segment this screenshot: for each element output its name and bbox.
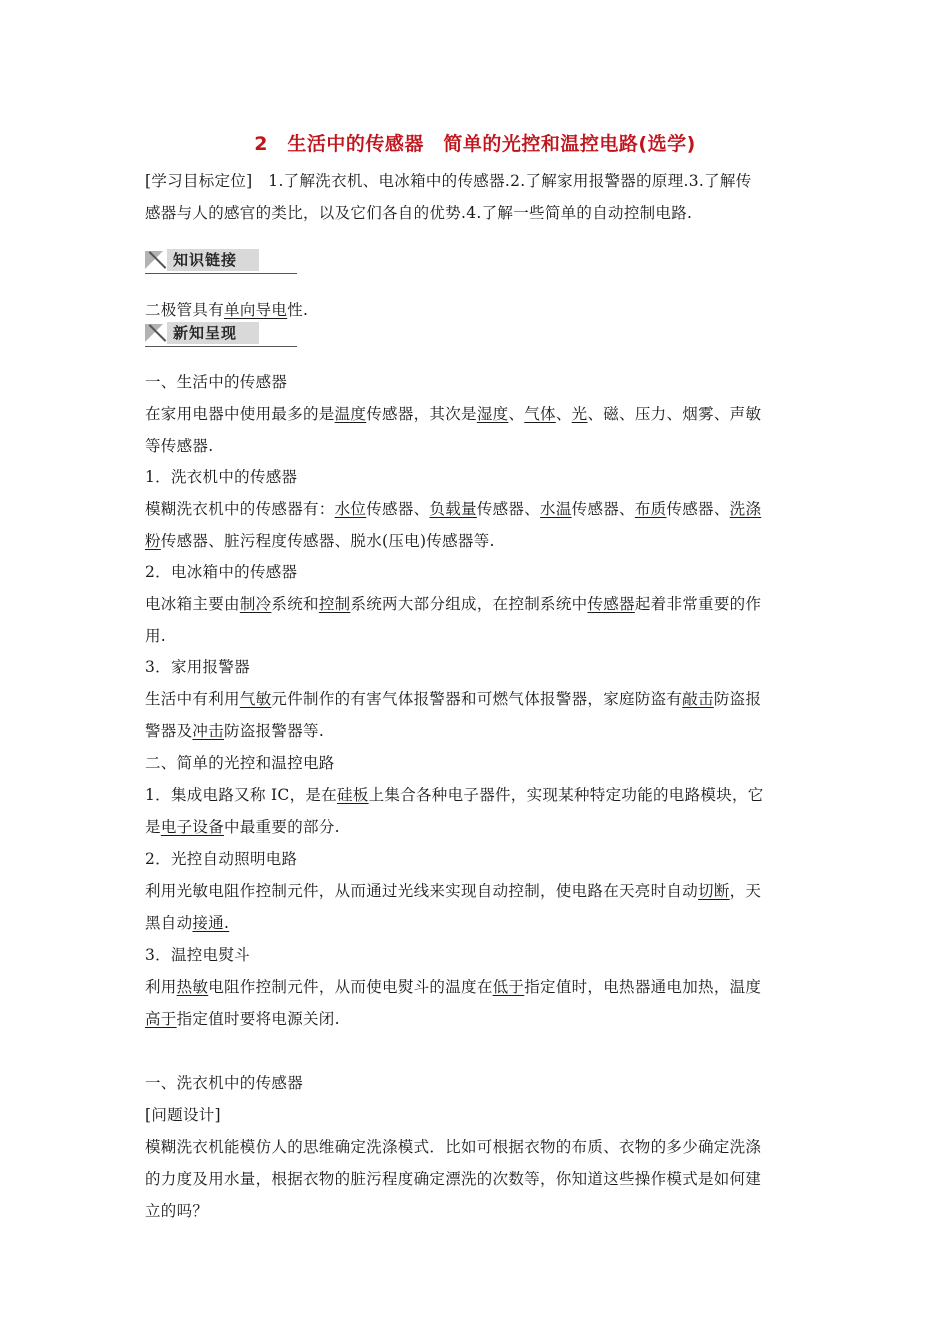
blank-answer: 高于 <box>145 1010 177 1028</box>
explore-heading: 一、洗衣机中的传感器 <box>145 1074 304 1092</box>
section-heading-2: 二、简单的光控和温控电路 <box>145 754 335 772</box>
paragraph-light-control: 利用光敏电阻作控制元件，从而通过光线来实现自动控制，使电路在天亮时自动切断，天 <box>145 882 762 900</box>
blank-answer: 布质 <box>634 500 667 518</box>
blank-answer: 切断 <box>698 882 730 900</box>
section-heading-1: 一、生活中的传感器 <box>145 373 288 391</box>
blank-answer: 硅板 <box>336 786 369 804</box>
paragraph-iron-2: 高于指定值时要将电源关闭. <box>145 1010 340 1028</box>
paragraph-alarm-2: 警器及冲击防盗报警器等. <box>145 722 325 740</box>
blank-answer: 温度 <box>334 405 367 423</box>
lesson-title: 2 生活中的传感器 简单的光控和温控电路(选学) <box>254 133 696 155</box>
paragraph-ic-2: 是电子设备中最重要的部分. <box>145 818 340 836</box>
learning-objectives-line-2: 感器与人的感官的类比，以及它们各自的优势.4.了解一些简单的自动控制电路. <box>145 204 693 222</box>
blank-answer: 粉 <box>145 532 161 550</box>
subheading-light-control: 2．光控自动照明电路 <box>145 850 298 868</box>
blank-answer: 负载量 <box>429 500 477 518</box>
banner-triangle-icon <box>145 324 163 342</box>
paragraph-sensors-household: 在家用电器中使用最多的是温度传感器，其次是湿度、气体、光、磁、压力、烟雾、声敏 <box>145 405 762 423</box>
subheading-fridge: 2．电冰箱中的传感器 <box>145 563 298 581</box>
blank-answer: 单向导电 <box>224 301 288 319</box>
question-line-1: 模糊洗衣机能模仿人的思维确定洗涤模式．比如可根据衣物的布质、衣物的多少确定洗涤 <box>145 1138 762 1156</box>
paragraph-sensors-household-2: 等传感器. <box>145 437 214 455</box>
blank-answer: 传感器 <box>587 595 635 613</box>
paragraph-ic: 1．集成电路又称 IC，是在硅板上集合各种电子器件，实现某种特定功能的电路模块，它 <box>145 786 764 804</box>
paragraph-washer: 模糊洗衣机中的传感器有：水位传感器、负载量传感器、水温传感器、布质传感器、洗涤 <box>145 500 762 518</box>
new-knowledge-banner <box>145 322 297 347</box>
blank-answer: 光 <box>571 405 588 423</box>
question-design-label: [问题设计] <box>145 1106 221 1124</box>
blank-answer: 低于 <box>492 978 525 996</box>
subheading-washer: 1．洗衣机中的传感器 <box>145 468 298 486</box>
blank-answer: 控制 <box>318 595 351 613</box>
subheading-iron: 3．温控电熨斗 <box>145 946 250 964</box>
paragraph-light-control-2: 黑自动接通. <box>145 914 230 932</box>
blank-answer: 敲击 <box>682 690 714 708</box>
blank-answer: 冲击 <box>192 722 225 740</box>
blank-answer: 气敏 <box>239 690 272 708</box>
paragraph-washer-2: 粉传感器、脏污程度传感器、脱水(压电)传感器等. <box>145 532 495 550</box>
blank-answer: 接通. <box>192 914 230 932</box>
blank-answer: 气体 <box>524 405 556 423</box>
blank-answer: 电子设备 <box>160 818 225 836</box>
blank-answer: 热敏 <box>176 978 209 996</box>
blank-answer: 制冷 <box>239 595 272 613</box>
subheading-alarm: 3．家用报警器 <box>145 658 250 676</box>
new-knowledge-header: 新知呈现 <box>173 324 238 342</box>
paragraph-fridge: 电冰箱主要由制冷系统和控制系统两大部分组成，在控制系统中传感器起着非常重要的作 <box>145 595 762 613</box>
knowledge-link-header: 知识链接 <box>173 251 238 269</box>
question-line-3: 立的吗？ <box>145 1202 209 1220</box>
blank-answer: 洗涤 <box>729 500 762 518</box>
banner-triangle-icon <box>145 251 163 269</box>
blank-answer: 水温 <box>540 500 572 518</box>
blank-answer: 湿度 <box>476 405 509 423</box>
question-line-2: 的力度及用水量，根据衣物的脏污程度确定漂洗的次数等，你知道这些操作模式是如何建 <box>145 1170 762 1188</box>
learning-objectives-line-1: [学习目标定位] 1.了解洗衣机、电冰箱中的传感器.2.了解家用报警器的原理.3.了解传 <box>145 172 752 190</box>
knowledge-link-banner <box>145 249 297 274</box>
paragraph-alarm: 生活中有利用气敏元件制作的有害气体报警器和可燃气体报警器，家庭防盗有敲击防盗报 <box>145 690 762 708</box>
paragraph-iron: 利用热敏电阻作控制元件，从而使电熨斗的温度在低于指定值时，电热器通电加热，温度 <box>145 978 762 996</box>
paragraph-fridge-2: 用. <box>145 627 167 645</box>
blank-answer: 水位 <box>334 500 367 518</box>
knowledge-link-paragraph: 二极管具有单向导电性. <box>145 301 309 319</box>
